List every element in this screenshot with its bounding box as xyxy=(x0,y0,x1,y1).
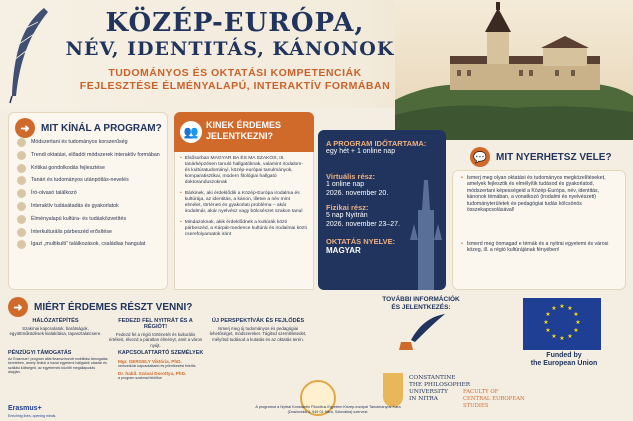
schedule-panel xyxy=(318,130,446,290)
svg-text:★: ★ xyxy=(559,303,565,310)
star-icon xyxy=(17,215,26,224)
arrow-right-icon: ➜ xyxy=(15,118,35,138)
subtitle-line1: TUDOMÁNYOS ÉS OKTATÁSI KOMPETENCIÁK xyxy=(108,67,362,79)
svg-text:★: ★ xyxy=(573,311,579,318)
group-icon xyxy=(17,202,26,211)
erasmus-logo: Erasmus+ xyxy=(8,405,42,412)
list-item: • Bárkinek, aki érdeklődik a Közép-Európa irodalma és kultúrája, az identitás, a kánon, illetve a név mint elmélet, történeti és gyakorlati probléma – akár irodalmár, akár nyelvész vagy bölcsészet szakon tanul xyxy=(180,191,303,214)
list-item: Élményalapú kultúra- és tudásközvetítés xyxy=(17,216,161,225)
why-networking: HÁLÓZATÉPÍTÉS Szakmai kapcsolatok, barátságok, együttműködések kialakítása, tapasztalatcsere. xyxy=(9,318,102,337)
contacts-heading: KAPCSOLATTARTÓ SZEMÉLYEK xyxy=(118,350,204,356)
eu-flag-icon xyxy=(523,298,601,350)
more-info: TOVÁBBI INFORMÁCIÓK ÉS JELENTKEZÉS: xyxy=(376,296,466,366)
list-item: Interaktív tudásátadás és gyakorlatok xyxy=(17,203,161,212)
svg-text:★: ★ xyxy=(551,333,557,340)
audience-heading: 👥 KINEK ÉRDEMES JELENTKEZNI? xyxy=(174,112,314,152)
svg-text:★: ★ xyxy=(567,333,573,340)
bullet-icon: • xyxy=(180,191,182,196)
book-icon xyxy=(17,138,26,147)
people-icon: 👥 xyxy=(180,121,202,143)
svg-text:★: ★ xyxy=(559,335,565,342)
graduation-cap-icon xyxy=(17,176,26,185)
bullet-icon: • xyxy=(180,220,182,225)
list-item: Kritikai gondolkodás fejlesztése xyxy=(17,165,161,174)
why-perspectives: ÚJ PERSPEKTÍVÁK ÉS FEJLŐDÉS Ismerj meg új tudományos és pedagógiai lehetőséget, módszereket. Tágítsd szemléletedet, mélyítsd tudásod a kutatás és az oktatás terén. xyxy=(209,318,307,342)
globe-icon xyxy=(17,240,26,249)
erasmus-slogan: Enriching lives, opening minds. xyxy=(8,414,57,418)
list-item: Tanári és tudományos utánpótlás-nevelés xyxy=(17,177,161,186)
list-item: • Mindazoknak, akik érdeklődnek a kultúrák közti párbeszéd, a Kárpát-medence kultúrái és irodalmai közti cserefolyamatok iránt xyxy=(180,220,307,237)
why-heading: ➜ MIÉRT ÉRDEMES RÉSZT VENNI? xyxy=(8,296,192,318)
title-line1: KÖZÉP-EURÓPA, xyxy=(105,8,365,38)
title-line2: NÉV, IDENTITÁS, KÁNONOK xyxy=(65,38,395,60)
chat-icon xyxy=(17,228,26,237)
chat-bubble-icon: 💬 xyxy=(470,147,490,167)
list-item: Módszertani és tudományos korszerűség xyxy=(17,139,161,148)
bullet-icon: • xyxy=(461,241,463,247)
offer-heading: ➜ MIT KÍNÁL A PROGRAM? xyxy=(15,117,162,139)
poster: KÖZÉP-EURÓPA, NÉV, IDENTITÁS, KÁNONOK TUDOMÁNYOS ÉS OKTATÁSI KOMPETENCIÁK FEJLESZTÉSE ÉLMÉNYALAPÚ, INTERAKTÍV FORMÁBAN ➜ MIT KÍNÁL A PROGRAM? Módszertani és tudományos korszerűség Trendi oktatási, előadói módszerek interaktív formában Kritikai gondolkodás fejlesztése Tanári és tudományos utánpótlás-nevelés Író-olvasó találkozó Interaktív tudásátadás és gyakorlatok Élményalapú kultúra- és tudásközvetítés Interkulturális párbeszéd erősítése Igazi „multikulti” találkozások, családias hangulat 👥 KINEK ÉRDEMES JELENTKEZNI? • Elsősorban MAGYAR BA ÉS MA SZAKOS, III. tanárképzésen tanuló hallgatóknak, valamint irodalom- és kultúratudományi, közép-európai tanulmányok, komparatisztikai, modern filológiai hallgató doktoranduszoknak • Bárkinek, aki érdeklődik a Közép-Európa irodalma és kultúrája, az identitás, a kánon, illetve a név mint elmélet, történeti és gyakorlati probléma – akár irodalmár, akár nyelvész vagy bölcsészet szakon tanul • Mindazoknak, akik érdeklődnek a kultúrák közti párbeszéd, a Kárpát-medence kultúrái és irodalmai közti cserefolyamatok iránt A PROGRAM IDŐTARTAMA: egy hét + 1 online nap Virtuális rész: 1 online nap 2026. november 20. Fizikai rész: 5 nap Nyitrán 2026. november 23–27. OKTATÁS NYELVE: MAGYAR 💬 MIT NYERHETSZ VELE? • Ismerj meg olyan oktatási és tudományos megközelítéseket, amelyek fejlesztik és elmélyítik tudásod és gyakorlatod, módszertani képességeid a Közép-Európa, név, identitás, kánonok témában, a vonatkozó (irodalmi és nyelvészeti) tudományterületek és pedagógiai tudás kölcsönös összekapcsolásával! • Ismerd meg önmagad e témák és a nyitrai egyetemi és városi közeg, ill. a régió kultúrájának fényében! ➜ MIÉRT ÉRDEMES RÉSZT VENNI? HÁLÓZATÉPÍTÉS Szakmai kapcsolatok, barátságok, együttműködések kialakítása, tapasztalatcsere. FEDEZD FEL NYITRÁT ÉS A RÉGIÓT! Fedezd fel a régió történetét és kulturális értékeit, élvezd a páratlan élményt, amit a város nyújt. ÚJ PERSPEKTÍVÁK ÉS FEJLŐDÉS Ismerj meg új tudományos és pedagógiai lehetőséget, módszereket. Tágítsd szemléletedet, mélyítsd tudásod a kutatás és az oktatás terén. TOVÁBBI INFORMÁCIÓK ÉS JELENTKEZÉS: ★ ★ ★ ★ ★ ★ ★ ★ ★ ★ ★ ★ Funded by the European Union PÉNZÜGYI TÁMOGATÁS Az Erasmus+ program által finanszírozott mobilitási támogatás keretében, amely fedezi a hazai egyetemi hallgatók utazási és szállási költségeit, az egyetemek közötti megállapodás alapján. Erasmus+ Enriching lives, opening minds. KAPCSOLATTARTÓ SZEMÉLYEK Mgr. GERGELY Viktória, PhD. nemzetközi kapcsolattartó és jelentkezési felelős Dr. habil. Szávai Dorottya, PhD. a program szakmai felelőse CONSTANTINE THE PHILOSOPHER UNIVERSITY IN NITRA FACULTY OF CENTRAL EUROPEAN STUDIES A programot a Nyitrai Konstantin Filozófus Egyetem Közép-európai Tanulmányok Kara (Dražovská 4, 949 01 Nitra, Szlovákia) szervezi. xyxy=(0,0,633,421)
list-item: • Ismerj meg olyan oktatási és tudományos megközelítéseket, amelyek fejlesztik és elmélyítik tudásod és gyakorlatod, módszertani képességeid a Közép-Európa, név, identitás, kánonok témában, a vonatkozó (irodalmi és nyelvészeti) tudományterületek és pedagógiai tudás kölcsönös összekapcsolásával! xyxy=(461,175,606,214)
list-item: Igazi „multikulti” találkozások, családias hangulat xyxy=(17,241,161,250)
arrow-right-icon: ➜ xyxy=(8,297,28,317)
physical-block: Fizikai rész: 5 nap Nyitrán 2026. november 23–27. xyxy=(326,203,400,228)
why-explore: FEDEZD FEL NYITRÁT ÉS A RÉGIÓT! Fedezd fel a régió történetét és kulturális értékeit, élvezd a páratlan élményt, amit a város nyújt. xyxy=(108,318,203,348)
duration-block: A PROGRAM IDŐTARTAMA: egy hét + 1 online nap xyxy=(326,139,444,157)
svg-text:★: ★ xyxy=(545,311,551,318)
inkwell-icon xyxy=(391,312,451,352)
subtitle-line2: FEJLESZTÉSE ÉLMÉNYALAPÚ, INTERAKTÍV FORMÁBAN xyxy=(79,80,391,92)
list-item: • Elsősorban MAGYAR BA ÉS MA SZAKOS, III. tanárképzésen tanuló hallgatóknak, valamint irodalom- és kultúratudományi, közép-európai tanulmányok, komparatisztikai, modern filológiai hallgató doktoranduszoknak xyxy=(180,156,303,185)
virtual-block: Virtuális rész: 1 online nap 2026. november 20. xyxy=(326,172,389,197)
svg-text:★: ★ xyxy=(543,319,549,326)
open-book-icon xyxy=(17,189,26,198)
lightbulb-icon xyxy=(17,164,26,173)
svg-text:★: ★ xyxy=(575,319,581,326)
language-block: OKTATÁS NYELVE: MAGYAR xyxy=(326,237,396,255)
funding-block: PÉNZÜGYI TÁMOGATÁS Az Erasmus+ program által finanszírozott mobilitási támogatás keretében, amely fedezi a hazai egyetemi hallgatók utazási és szállási költségeit, az egyetemek közötti megállapodás alapján. xyxy=(8,350,108,374)
list-item: Interkulturális párbeszéd erősítése xyxy=(17,229,161,238)
bullet-icon: • xyxy=(461,175,463,181)
eu-caption: Funded by the European Union xyxy=(530,352,598,367)
presentation-icon xyxy=(17,151,26,160)
svg-text:★: ★ xyxy=(545,327,551,334)
offer-panel xyxy=(8,112,168,290)
gain-heading: 💬 MIT NYERHETSZ VELE? xyxy=(470,146,612,168)
nitra-castle-image xyxy=(395,0,633,140)
list-item: Trendi oktatási, előadói módszerek interaktív formában xyxy=(17,152,161,161)
list-item: • Ismerd meg önmagad e témák és a nyitrai egyetemi és városi közeg, ill. a régió kultúrájának fényében! xyxy=(461,241,609,254)
contacts-block: KAPCSOLATTARTÓ SZEMÉLYEK Mgr. GERGELY Viktória, PhD. nemzetközi kapcsolattartó és jelentkezési felelős Dr. habil. Szávai Dorottya, PhD. a program szakmai felelőse xyxy=(118,350,248,416)
coins-heading: PÉNZÜGYI TÁMOGATÁS xyxy=(8,350,72,356)
audience-body xyxy=(174,152,314,290)
svg-text:★: ★ xyxy=(551,305,557,312)
list-item: Író-olvasó találkozó xyxy=(17,190,161,199)
calendar-heading: A PROGRAM IDŐTARTAMA: xyxy=(326,139,427,148)
gain-panel xyxy=(452,170,626,290)
svg-text:★: ★ xyxy=(567,305,573,312)
audience-panel xyxy=(174,112,314,290)
footer-note: A programot a Nyitrai Konstantin Filozófus Egyetem Közép-európai Tanulmányok Kara (Dražovská 4, 949 01 Nitra, Szlovákia) szervezi. xyxy=(255,405,401,414)
svg-text:★: ★ xyxy=(573,327,579,334)
bullet-icon: • xyxy=(180,156,182,161)
university-crest-icon xyxy=(383,373,403,407)
